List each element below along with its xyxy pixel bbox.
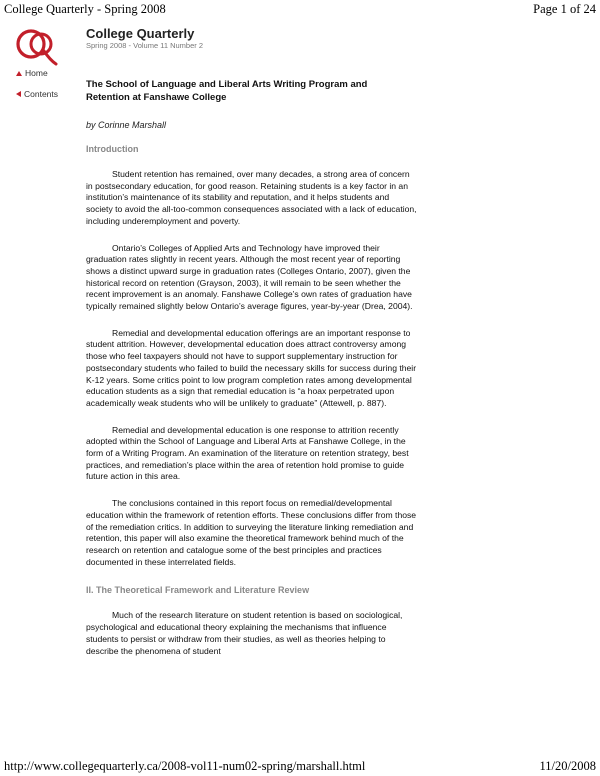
journal-title: College Quarterly <box>86 26 195 41</box>
arrow-up-icon <box>16 71 22 76</box>
print-header <box>4 2 596 17</box>
side-nav <box>16 67 58 109</box>
paragraph: The conclusions contained in this report focus on remedial/developmental education within the framework of retention efforts. These conclusions differ from those of the remediation critics. In addition to surveying the literature linking remediation and retention, this paper will also examine the theoretical framework behind much of the research on retention and catalogue some of the best principles and practices documented in these interrelated fields. <box>86 498 417 567</box>
paragraph: Much of the research literature on student retention is based on sociological, psychological and educational theory explaining the mechanisms that influence students to persist or withdraw from their studies, as well as theories helping to describe the phenomena of student <box>86 610 403 656</box>
arrow-left-icon <box>16 91 21 97</box>
paragraph: Remedial and developmental education offerings are an important response to student attrition. However, developmental education does attract controversy among those who feel taxpayers should not have to support supplementary instruction for postsecondary students who failed to build the necessary skills for success during their K-12 years. Some critics point to low program completion rates among developmental education students as a sign that remedial education is “a hoax perpetrated upon academically weak students who will be unlikely to graduate” (Attewell, p. 887). <box>86 327 417 408</box>
byline: by Corinne Marshall <box>86 120 167 130</box>
contents-link-label: Contents <box>24 89 59 99</box>
journal-issue: Spring 2008 - Volume 11 Number 2 <box>86 41 204 50</box>
paragraph: Ontario’s Colleges of Applied Arts and Technology have improved their graduation rates slightly in recent years. Although the most recent year of reporting shows a distinct upward surge in graduation rates (Colleges Ontario, 2007), given the historical record on retention (Grayson, 2003), it will remain to be seen whether the recent improvement is an anomaly. Fanshawe College’s own rates of graduation have typically remained slightly below Ontario’s average figures, year-by-year (Drea, 2004). <box>86 242 413 312</box>
article-title <box>86 79 418 104</box>
section-heading-theoretical-framework: II. The Theoretical Framework and Literature Review <box>86 585 310 596</box>
cq-logo-icon[interactable] <box>14 24 58 68</box>
paragraph: Student retention has remained, over many decades, a strong area of concern in postsecondary education, for good reason. Retaining students is a key factor in an institution’s maintenance of its stability and reputation, and it helps students and society to avoid the all-too-common consequences associated with a lack of education, including underemployment and poverty. <box>86 169 417 226</box>
section-heading-introduction: Introduction <box>86 144 139 154</box>
article-title-line-1: The School of Language and Liberal Arts Writing Program and <box>86 79 368 90</box>
print-header-title: College Quarterly - Spring 2008 <box>4 2 166 16</box>
article-body <box>86 79 418 657</box>
paragraph: Remedial and developmental education is one response to attrition recently adopted within the School of Language and Liberal Arts at Fanshawe College, in the form of a Writing Program. An examination of the literature on retention strategy, best practices, and remediation’s place within the area of retention hold promise to guide future action in this area. <box>86 424 409 482</box>
home-link-label: Home <box>25 68 48 78</box>
home-link[interactable] <box>16 67 58 79</box>
print-header-page-number: Page 1 of 24 <box>533 2 596 16</box>
article-title-line-2: Retention at Fanshawe College <box>86 91 227 103</box>
print-footer-date: 11/20/2008 <box>539 759 596 773</box>
print-footer-url: http://www.collegequarterly.ca/2008-vol11-num02-spring/marshall.html <box>4 759 366 773</box>
print-footer <box>4 759 596 774</box>
contents-link[interactable] <box>16 88 58 100</box>
